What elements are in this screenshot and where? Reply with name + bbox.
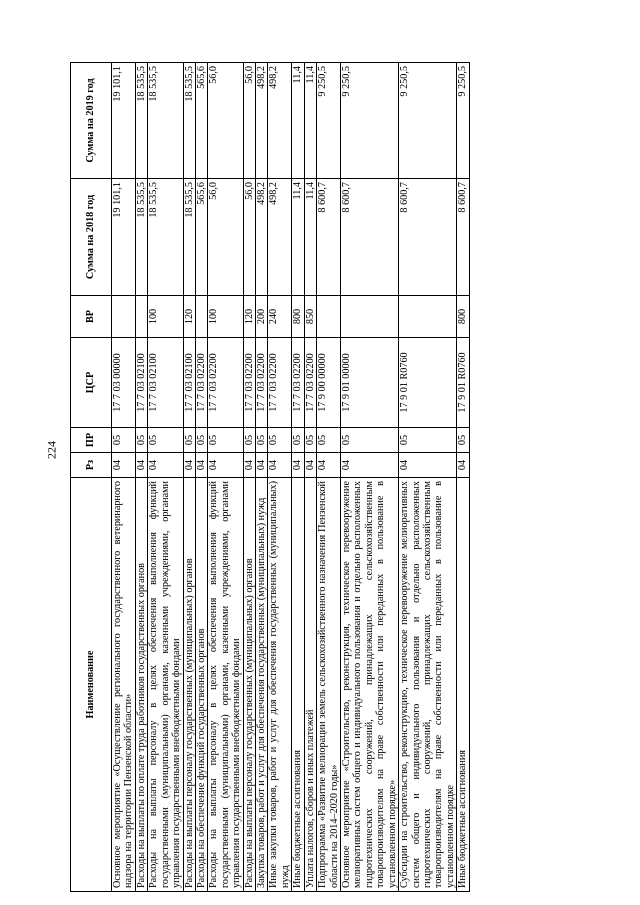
row-vr: 800 — [292, 296, 304, 338]
row-sum-2018: 565,6 — [195, 179, 207, 296]
row-rz: 04 — [148, 453, 183, 478]
row-sum-2018: 11,4 — [304, 179, 316, 296]
header-pr: ПР — [71, 428, 112, 453]
row-rz: 04 — [183, 453, 195, 478]
row-sum-2019: 9 250,5 — [399, 63, 457, 179]
row-pr: 05 — [292, 428, 304, 453]
row-sum-2018: 18 535,5 — [148, 179, 183, 296]
row-csr: 17 7 03 02200 — [268, 338, 292, 428]
row-name: Уплата налогов, сборов и иных платежей — [304, 478, 316, 892]
row-vr — [317, 296, 341, 338]
row-sum-2019: 56,0 — [208, 63, 243, 179]
row-pr: 05 — [457, 428, 469, 453]
row-rz: 04 — [317, 453, 341, 478]
row-csr: 17 9 01 R0760 — [457, 338, 469, 428]
row-sum-2018: 18 535,5 — [183, 179, 195, 296]
table-row — [292, 63, 304, 892]
row-vr: 100 — [208, 296, 243, 338]
row-sum-2018: 56,0 — [208, 179, 243, 296]
row-sum-2019: 18 535,5 — [183, 63, 195, 179]
row-sum-2018: 498,2 — [268, 179, 292, 296]
row-rz: 04 — [135, 453, 147, 478]
table-row — [341, 63, 399, 892]
table-row — [304, 63, 316, 892]
row-csr: 17 9 01 R0760 — [399, 338, 457, 428]
row-csr: 17 7 03 02200 — [243, 338, 255, 428]
row-sum-2019: 18 535,5 — [135, 63, 147, 179]
row-sum-2018: 8 600,7 — [457, 179, 469, 296]
row-sum-2019: 498,2 — [268, 63, 292, 179]
table-row — [183, 63, 195, 892]
row-pr: 05 — [304, 428, 316, 453]
row-csr: 17 7 03 02200 — [208, 338, 243, 428]
table-header-row — [71, 63, 112, 892]
row-name: Иные бюджетные ассигнования — [457, 478, 469, 892]
row-vr — [195, 296, 207, 338]
row-name: Иные закупки товаров, работ и услуг для обеспечения государственных (муниципальных) нужд — [268, 478, 292, 892]
row-pr: 05 — [135, 428, 147, 453]
row-sum-2019: 9 250,5 — [457, 63, 469, 179]
row-vr: 120 — [243, 296, 255, 338]
row-name: Субсидии на строительство, реконструкцию, техническое перевооружение мелиоративных систем общего и индивидуального пользования и отдельно расположенных гидротехнических сооружений, принадлежащих сельскохозяйственным товаропроизводителям на праве собственности или переданных в пользование в установленном порядке — [399, 478, 457, 892]
row-csr: 17 9 00 00000 — [317, 338, 341, 428]
row-csr: 17 7 03 02100 — [135, 338, 147, 428]
table-row — [195, 63, 207, 892]
header-sum-2019: Сумма на 2019 год — [71, 63, 112, 179]
table-row — [135, 63, 147, 892]
row-csr: 17 7 03 00000 — [112, 338, 136, 428]
row-csr: 17 7 03 02100 — [183, 338, 195, 428]
table-row — [399, 63, 457, 892]
header-rz: Рз — [71, 453, 112, 478]
header-vr: ВР — [71, 296, 112, 338]
row-vr: 100 — [148, 296, 183, 338]
row-name: Иные бюджетные ассигнования — [292, 478, 304, 892]
table-row — [148, 63, 183, 892]
row-sum-2019: 11,4 — [292, 63, 304, 179]
table-row — [457, 63, 469, 892]
row-sum-2018: 11,4 — [292, 179, 304, 296]
row-sum-2019: 18 535,5 — [148, 63, 183, 179]
row-pr: 05 — [268, 428, 292, 453]
row-rz: 04 — [292, 453, 304, 478]
row-rz: 04 — [112, 453, 136, 478]
row-name: Закупка товаров, работ и услуг для обеспечения государственных (муниципальных) нужд — [256, 478, 268, 892]
row-sum-2019: 19 101,1 — [112, 63, 136, 179]
table-row — [208, 63, 243, 892]
row-sum-2018: 8 600,7 — [341, 179, 399, 296]
row-pr: 05 — [399, 428, 457, 453]
row-sum-2018: 8 600,7 — [399, 179, 457, 296]
row-sum-2018: 8 600,7 — [317, 179, 341, 296]
row-rz: 04 — [268, 453, 292, 478]
row-sum-2018: 19 101,1 — [112, 179, 136, 296]
row-rz: 04 — [304, 453, 316, 478]
row-csr: 17 7 03 02100 — [148, 338, 183, 428]
row-rz: 04 — [399, 453, 457, 478]
row-pr: 05 — [183, 428, 195, 453]
header-sum-2018: Сумма на 2018 год — [71, 179, 112, 296]
row-rz: 04 — [195, 453, 207, 478]
row-sum-2019: 11,4 — [304, 63, 316, 179]
row-pr: 05 — [341, 428, 399, 453]
row-pr: 05 — [148, 428, 183, 453]
row-sum-2019: 498,2 — [256, 63, 268, 179]
row-name: Основное мероприятие «Строительство, реконструкция, техническое перевооружение мелиоративных систем общего и индивидуального пользования и отдельно расположенных гидротехнических сооружений, принадлежащих сельскохозяйственным товаропроизводителям на праве собственности или переданных в пользование в установленном порядке» — [341, 478, 399, 892]
row-rz: 04 — [457, 453, 469, 478]
row-vr — [135, 296, 147, 338]
row-rz: 04 — [243, 453, 255, 478]
row-rz: 04 — [341, 453, 399, 478]
budget-table — [70, 62, 470, 892]
row-vr — [399, 296, 457, 338]
table-row — [268, 63, 292, 892]
row-pr: 05 — [112, 428, 136, 453]
page-number: 224 — [44, 441, 59, 459]
row-pr: 05 — [317, 428, 341, 453]
row-sum-2019: 565,6 — [195, 63, 207, 179]
row-sum-2018: 498,2 — [256, 179, 268, 296]
table-row — [112, 63, 136, 892]
row-vr: 120 — [183, 296, 195, 338]
row-vr: 240 — [268, 296, 292, 338]
row-rz: 04 — [208, 453, 243, 478]
header-csr: ЦСР — [71, 338, 112, 428]
row-pr: 05 — [256, 428, 268, 453]
row-name: Подпрограмма «Развитие мелиорации земель сельскохозяйственного назначения Пензенской области на 2014–2020 годы» — [317, 478, 341, 892]
row-sum-2019: 9 250,5 — [317, 63, 341, 179]
row-vr: 200 — [256, 296, 268, 338]
row-name: Расходы на выплаты по оплате труда работников государственных органов — [135, 478, 147, 892]
row-pr: 05 — [208, 428, 243, 453]
row-vr: 800 — [457, 296, 469, 338]
table-row — [256, 63, 268, 892]
row-name: Расходы на обеспечение функций государственных органов — [195, 478, 207, 892]
row-sum-2018: 18 535,5 — [135, 179, 147, 296]
row-name: Основное мероприятие «Осуществление регионального государственного ветеринарного надзора на территории Пензенской области» — [112, 478, 136, 892]
row-sum-2018: 56,0 — [243, 179, 255, 296]
row-vr: 850 — [304, 296, 316, 338]
row-sum-2019: 56,0 — [243, 63, 255, 179]
row-rz: 04 — [256, 453, 268, 478]
row-csr: 17 7 03 02200 — [195, 338, 207, 428]
row-name: Расходы на выплаты персоналу в целях обеспечения выполнения функций государственными (муниципальными) органами, казенными учреждениями, органами управления государственными внебюджетными фондами — [148, 478, 183, 892]
table-row — [243, 63, 255, 892]
row-name: Расходы на выплаты персоналу государственных (муниципальных) органов — [243, 478, 255, 892]
table-row — [317, 63, 341, 892]
row-csr: 17 9 01 00000 — [341, 338, 399, 428]
row-pr: 05 — [195, 428, 207, 453]
row-csr: 17 7 03 02200 — [256, 338, 268, 428]
rotated-page-content — [70, 63, 589, 892]
row-sum-2019: 9 250,5 — [341, 63, 399, 179]
row-csr: 17 7 03 02200 — [292, 338, 304, 428]
row-name: Расходы на выплаты персоналу в целях обеспечения выполнения функций государственными (муниципальными) органами, казенными учреждениями, органами управления государственными внебюджетными фондами — [208, 478, 243, 892]
row-vr — [341, 296, 399, 338]
header-name: Наименование — [71, 478, 112, 892]
row-name: Расходы на выплаты персоналу государственных (муниципальных) органов — [183, 478, 195, 892]
row-csr: 17 7 03 02200 — [304, 338, 316, 428]
row-vr — [112, 296, 136, 338]
row-pr: 05 — [243, 428, 255, 453]
